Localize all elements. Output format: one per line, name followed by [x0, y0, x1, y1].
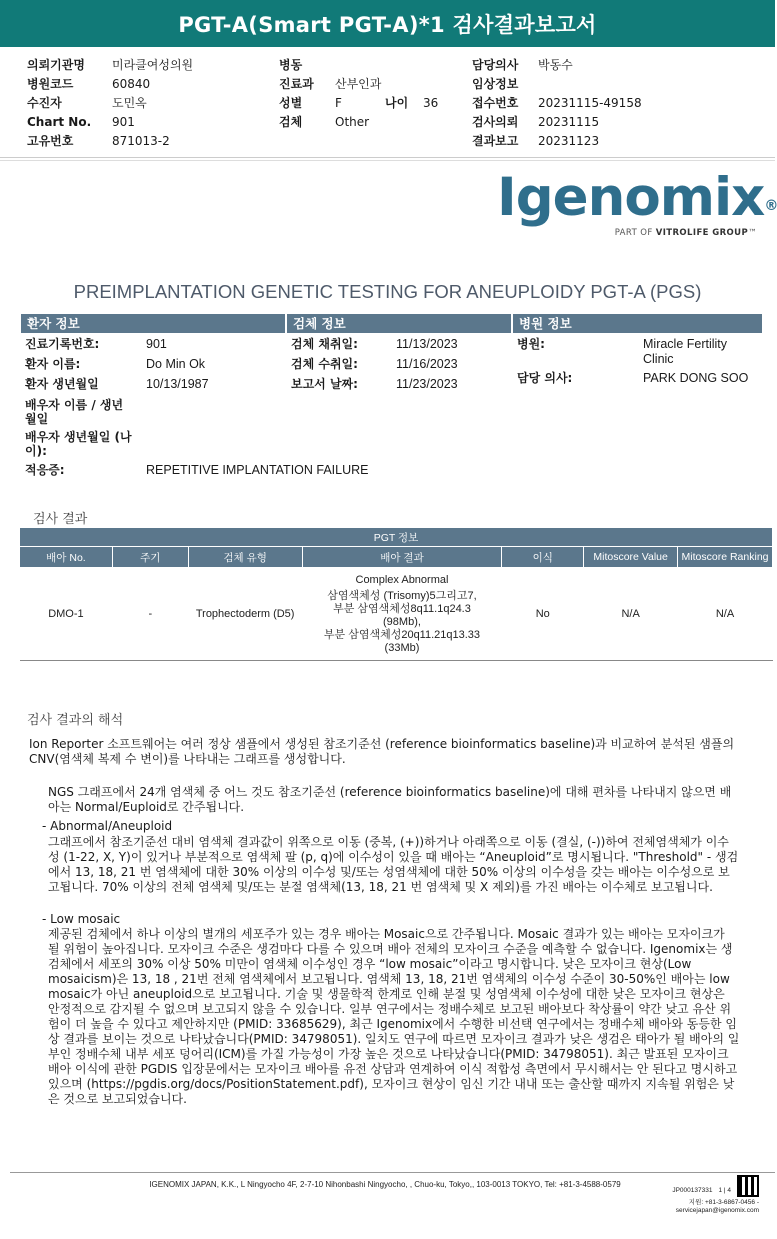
header-value: 박동수 [538, 58, 573, 72]
column-header: 주기 [112, 547, 188, 568]
header-value: F [335, 96, 342, 110]
report-date-label: 보고서 날짜: [291, 377, 358, 391]
dob-value: 10/13/1987 [146, 377, 209, 391]
receive-label: 검체 수취일: [291, 357, 358, 371]
result-line: (98Mb), [383, 615, 421, 628]
logo-sub-brand: VITROLIFE GROUP [655, 228, 749, 238]
chart-label: 진료기록번호: [25, 337, 100, 351]
collect-label: 검체 채취일: [291, 337, 358, 351]
mosaic-subheading: - Low mosaic [42, 912, 121, 926]
report-title: PGT-A(Smart PGT-A)*1 검사결과보고서 [0, 0, 775, 47]
column-header: 검체 유형 [188, 547, 302, 568]
header-label: 결과보고 [472, 134, 519, 148]
logo-sub-prefix: PART OF [614, 228, 656, 238]
interpretation-heading: 검사 결과의 해석 [27, 713, 124, 728]
header-col3 [472, 56, 642, 151]
report-date-value: 11/23/2023 [396, 377, 458, 391]
igenomix-logo [497, 167, 777, 238]
result-title: Complex Abnormal [355, 573, 449, 586]
receive-value: 11/16/2023 [396, 357, 458, 371]
name-value: Do Min Ok [146, 357, 206, 371]
column-header: 배아 No. [20, 547, 113, 568]
column-header: 이식 [502, 547, 584, 568]
specimen-cell: Trophectoderm (D5) [188, 568, 302, 661]
header-value: 20231123 [538, 134, 600, 148]
header-label: 검체 [279, 115, 303, 129]
chart-value: 901 [146, 337, 167, 351]
collect-value: 11/13/2023 [396, 337, 458, 351]
header-col2 [279, 56, 438, 132]
transfer-cell: No [502, 568, 584, 661]
mosaic-text: 제공된 검체에서 하나 이상의 별개의 세포주가 있는 경우 배아는 Mosaic으로 간주됩니다. Mosaic 결과가 있는 배아는 모자이크가 될 위험이 높아집니다. 모자이크 수준은 생검마다 다를 수 있으며 배아 전체의 모자이크 수준을 예측할 수 없습니다. Igenomix는 생검체에서 세포의 30% 이상 50% 미만이 염색체 이수성인 경우 “low mosaic”이라고 명시합니다. 낮은 모자이크 현상(Low mosaicism)은 13, 18 , 21번 전체 염색체에서 보고됩니다. 염색체 13, 18, 21번 염색체의 이수성 수준이 30-50%인 배아는 low mosaic가 아닌 aneuploid으로 보고됩니다. 기술 및 생물학적 한계로 인해 분절 및 성염색체 이수성에 대한 낮은 모자이크 현상은 안정적으로 감지될 수 없으며 보고되지 않을 수 있습니다. 일부 연구에서는 정배수체로 보고된 배아보다 착상률이 약간 낮고 유산 위험이 더 높을 수 있다고 제안하지만 (PMID: 33685629), 최근 Igenomix에서 수행한 비선택 연구에서는 정배수체 배아와 동등한 임상 결과를 보이는 것으로 나타났습니다(PMID: 34798051). 일치도 연구에 따르면 모자이크 결과가 낮은 생검은 태아가 될 배아의 일부인 정배수체 내부 세포 덩어리(ICM)를 가질 가능성이 가장 높은 것으로 나타났습니다(PMID: 34798051). 최근 발표된 모자이크 배아 이식에 관한 PGDIS 입장문에서는 모자이크 배아를 유전 상담과 연계하여 이식 적합성 측면에서 무시해서는 안 된다고 명시하고 있으며 (https://pgdis.org/docs/PositionStatement.pdf), 모자이크 현상이 임신 기간 내내 또는 출산할 때까지 지속될 위험은 낮은 것으로 보고되었습니다. [48, 927, 740, 1106]
patient-info-heading: 환자 정보 [21, 314, 285, 333]
interpretation-intro: Ion Reporter 소프트웨어는 여러 정상 샘플에서 생성된 참조기준선 (reference bioinformatics baseline)과 비교하여 분석된 샘플의 CNV(염색체 복제 수 변이)를 나타내는 그래프를 생성합니다. [29, 737, 735, 766]
embryo-result-cell [302, 568, 502, 661]
table-group-header: PGT 정보 [20, 528, 773, 547]
hospital-label: 병원: [517, 337, 545, 351]
abnormal-subheading: - Abnormal/Aneuploid [42, 819, 173, 833]
doctor-value: PARK DONG SOO [643, 371, 749, 385]
header-value: 도민옥 [112, 96, 147, 110]
header-label: 의뢰기관명 [27, 58, 85, 72]
header-label: 수진자 [27, 96, 62, 110]
footer-divider [10, 1172, 775, 1173]
header-value: 901 [112, 115, 135, 129]
table-row [20, 568, 773, 661]
indication-label: 적응증: [25, 463, 65, 477]
header-divider [0, 157, 775, 158]
header-label: 담당의사 [472, 58, 519, 72]
header-label: 임상정보 [472, 77, 519, 91]
dob-label: 환자 생년월일 [25, 377, 99, 391]
indication-value: REPETITIVE IMPLANTATION FAILURE [146, 463, 369, 477]
header-label: 병동 [279, 58, 303, 72]
header-label: 성별 [279, 96, 303, 110]
page-number: 1 | 4 [718, 1187, 731, 1194]
column-header: 배아 결과 [302, 547, 502, 568]
report-header [0, 54, 775, 154]
header-value: 20231115-49158 [538, 96, 642, 110]
mitoscore-value-cell: N/A [584, 568, 678, 661]
interpretation-normal: NGS 그래프에서 24개 염색체 중 어느 것도 참조기준선 (reference bioinformatics baseline)에 대해 편차를 나타내지 않으면 배아는 Normal/Euploid로 간주됩니다. [48, 785, 732, 814]
cycle-cell: - [112, 568, 188, 661]
logo-registered-mark: ® [764, 198, 777, 214]
header-value: 60840 [112, 77, 151, 91]
header-value: 미라클여성의원 [112, 58, 194, 72]
support-tel: 지원: +81-3-6867-0456 - [688, 1199, 759, 1206]
specimen-info-heading: 검체 정보 [287, 314, 511, 333]
column-header: Mitoscore Ranking [678, 547, 773, 568]
logo-word: Igenomix [497, 167, 765, 228]
mitoscore-ranking-cell: N/A [678, 568, 773, 661]
name-label: 환자 이름: [25, 357, 81, 371]
qr-code-icon [737, 1175, 759, 1197]
abnormal-text: 그래프에서 참조기준선 대비 염색체 결과값이 위쪽으로 이동 (중복, (+))하거나 아래쪽으로 이동 (결실, (-))하여 전체염색체가 이수성 (1-22, X, Y)이 있거나 부분적으로 염색체 팔 (p, q)에 이수성이 있을 때 배아는 “Aneuploid”로 명시됩니다. "Threshold" - 생검에서 13, 18, 21 번 염색체에 대한 30% 이상의 이수성 및/또는 성염색체에 대한 50% 이상의 이수성을 갖는 배아는 이수성으로 보고됩니다. 70% 이상의 전체 염색체 및/또는 분절 염색체(13, 18, 21 번 염색체 및 X 제외)를 가진 배아는 이수체로 보고됩니다. [48, 835, 739, 894]
partner-label: 배우자 이름 / 생년월일 [25, 398, 124, 426]
header-label: 고유번호 [27, 134, 74, 148]
doc-id: JP000137331 [672, 1187, 713, 1194]
age-value: 36 [423, 96, 439, 110]
header-value: Other [335, 115, 370, 129]
header-label: 접수번호 [472, 96, 519, 110]
results-heading: 검사 결과 [33, 512, 88, 527]
header-divider [0, 160, 775, 161]
header-label: 진료과 [279, 77, 314, 91]
patient-info [0, 336, 775, 486]
age-label: 나이 [385, 96, 409, 110]
header-label: 검사의뢰 [472, 115, 519, 129]
result-line: (33Mb) [384, 641, 420, 654]
footer-address: IGENOMIX JAPAN, K.K., L Ningyocho 4F, 2-7-10 Nihonbashi Ningyocho, , Chuo-ku, Tokyo,, 103-0013 TOKYO, Tel: +81-3-4588-0579 [149, 1180, 621, 1189]
header-value: 20231115 [538, 115, 600, 129]
header-label: Chart No. [27, 115, 92, 129]
hospital-info-heading: 병원 정보 [513, 314, 762, 333]
main-title: PREIMPLANTATION GENETIC TESTING FOR ANEUPLOIDY PGT-A (PGS) [73, 281, 702, 302]
results-table [19, 527, 773, 661]
header-label: 병원코드 [27, 77, 74, 91]
header-value: 산부인과 [335, 77, 382, 91]
result-line: 삼염색체성 (Trisomy)5그리고7, [327, 589, 477, 602]
embryo-cell: DMO-1 [20, 568, 113, 661]
logo-sub-tm: ™ [748, 228, 757, 238]
column-header: Mitoscore Value [584, 547, 678, 568]
footer-right [672, 1175, 759, 1215]
header-col1 [27, 56, 193, 151]
doctor-label: 담당 의사: [517, 371, 573, 385]
support-email: servicejapan@igenomix.com [675, 1207, 759, 1214]
result-line: 부분 삼염색체성8q11.1q24.3 [333, 602, 471, 615]
header-value: 871013-2 [112, 134, 170, 148]
partner-dob-label: 배우자 생년월일 (나이): [25, 430, 132, 458]
result-line: 부분 삼염색체성20q11.21q13.33 [323, 628, 481, 641]
hospital-value: Miracle Fertility Clinic [643, 337, 728, 366]
